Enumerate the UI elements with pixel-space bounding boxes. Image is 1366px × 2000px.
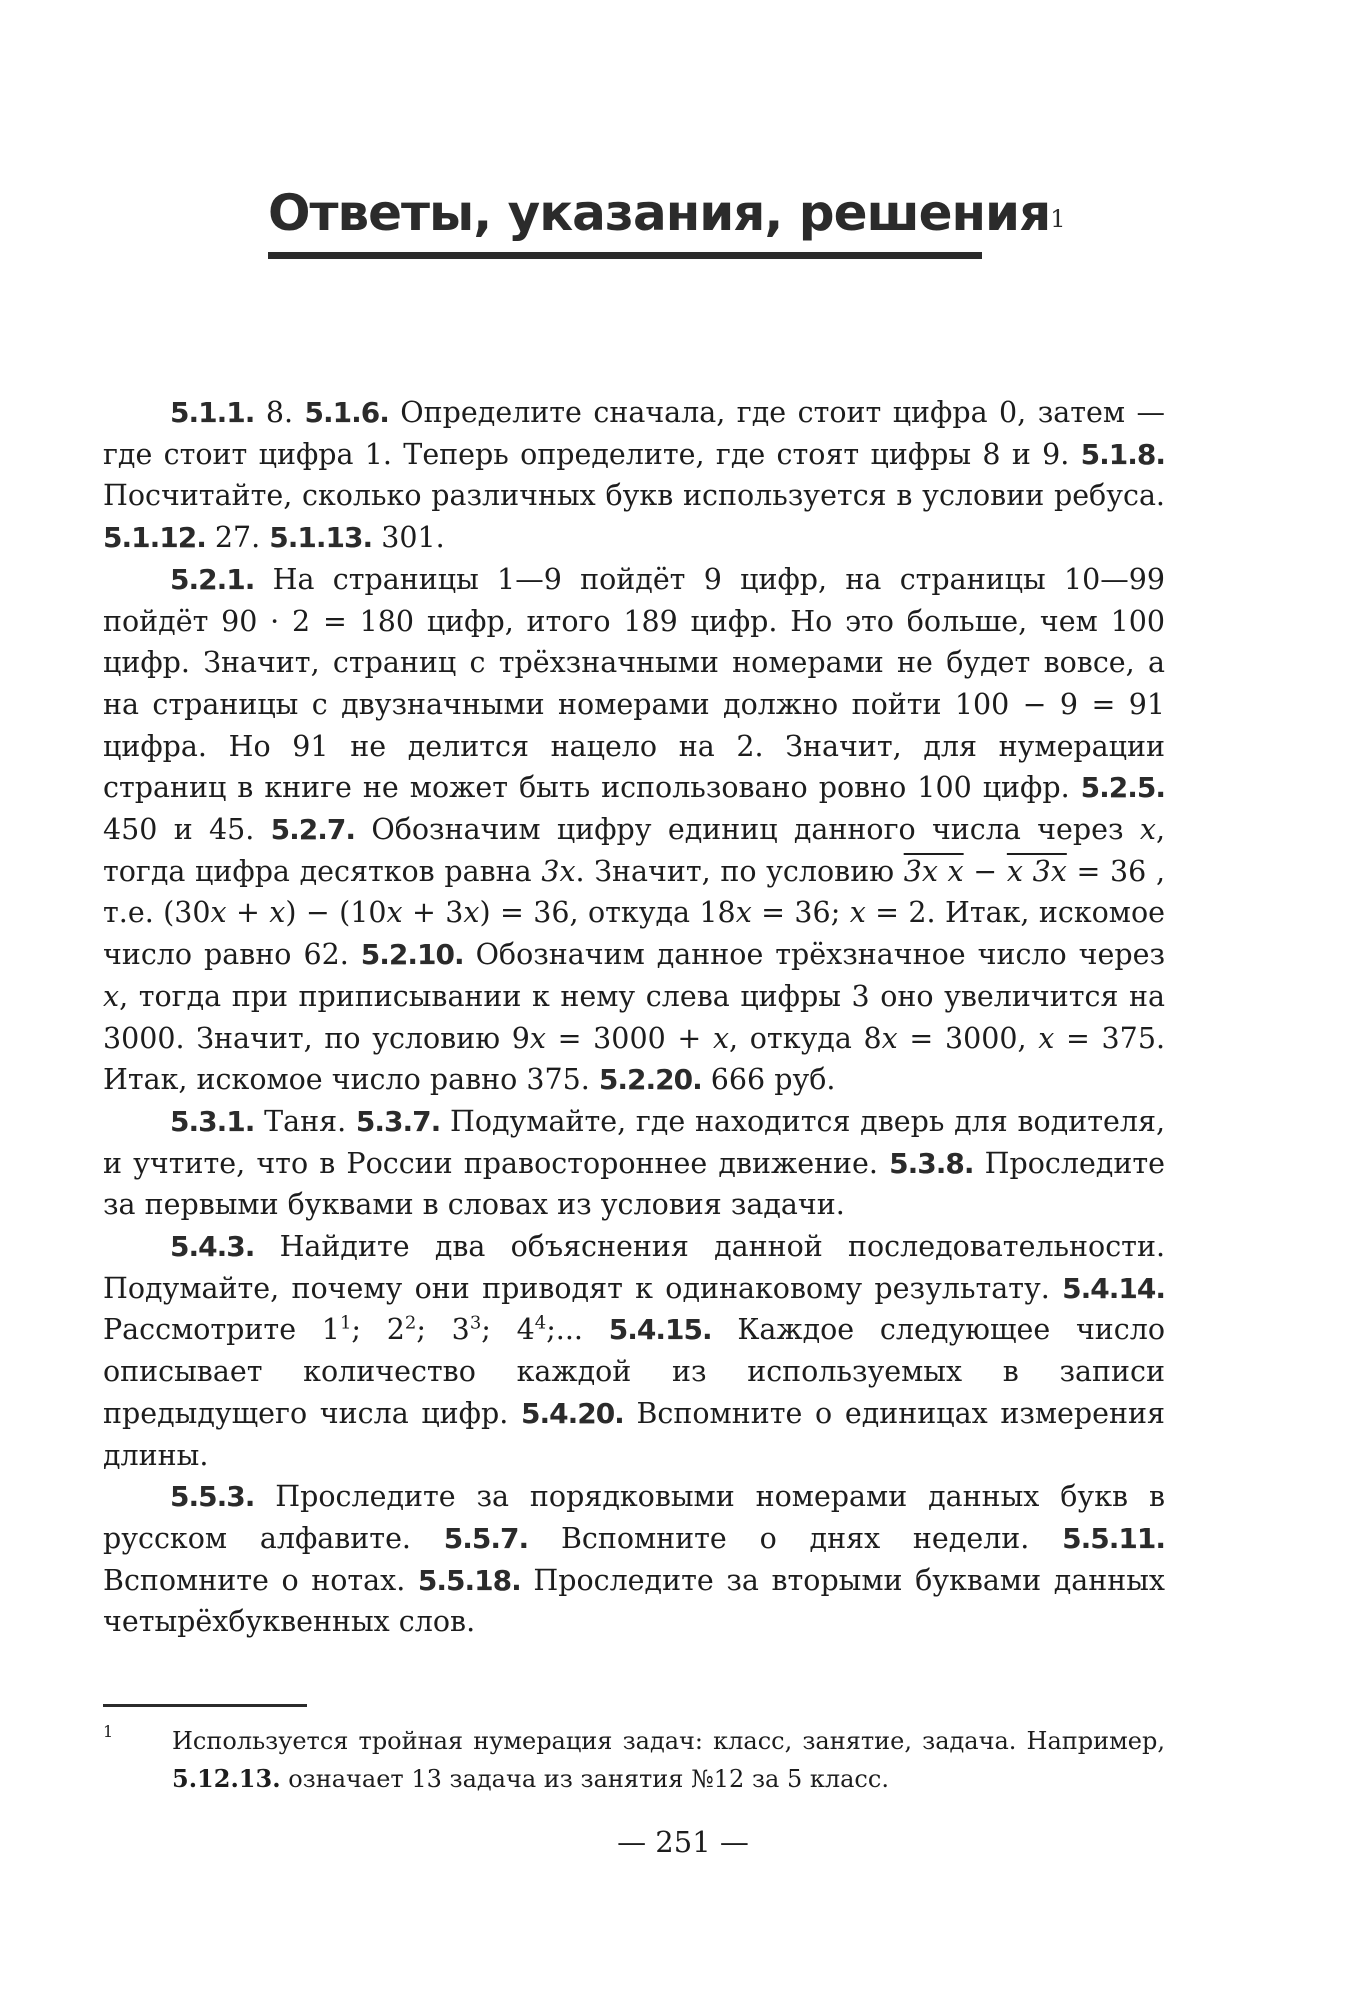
- answer-text: = 375. Итак, искомое число равно 375.: [103, 1021, 1166, 1097]
- answer-text: На страницы 1—9 пойдёт 9 цифр, на страницы 10—99 пойдёт 90 · 2 = 180 цифр, итого 189 цифр. Но это больше, чем 100 цифр. Значит, страниц с трёхзначными номерами не будет вовсе, а на страницы с двузначными номерами должно пойти 100 − 9 = 91 цифра. Но 91 не делится нацело на 2. Значит, для нумерации страниц в книге не может быть использовано ровно 100 цифр.: [103, 562, 1165, 805]
- problem-number: 5.1.1.: [170, 396, 255, 429]
- answers-text: [103, 392, 1165, 1643]
- answer-text: Посчитайте, сколько различных букв используется в условии ребуса.: [103, 479, 1165, 513]
- problem-number: 5.2.20.: [598, 1063, 702, 1097]
- math-var: x: [103, 979, 120, 1013]
- math-var: x: [1139, 813, 1156, 847]
- exponent: 3: [469, 1312, 482, 1334]
- answer-text: 27.: [205, 521, 270, 555]
- problem-number: 5.1.6.: [304, 396, 389, 429]
- problem-number: 5.5.11.: [1062, 1521, 1165, 1555]
- answer-text: ) = 36, откуда 18: [479, 896, 736, 930]
- problem-number: 5.5.18.: [417, 1563, 521, 1597]
- answer-text: ; 4: [481, 1313, 535, 1347]
- footnote-text: Используется тройная нумерация задач: класс, занятие, задача. Например, 5.12.13. означает 13 задача из занятия №12 за 5 класс.: [172, 1727, 1165, 1793]
- paragraph-5-2: [103, 559, 1165, 1101]
- answer-text: Определите сначала, где стоит цифра 0, затем — где стоит цифра 1. Теперь определите, где стоят цифры 8 и 9.: [103, 396, 1166, 471]
- math-var: x: [881, 1021, 898, 1055]
- problem-number: 5.4.14.: [1062, 1271, 1165, 1305]
- answer-text: . Значит, по условию: [575, 854, 904, 888]
- answer-text: Вспомните о нотах.: [103, 1563, 418, 1597]
- problem-number: 5.4.20.: [520, 1396, 624, 1430]
- answer-text: 450 и 45.: [103, 813, 271, 847]
- answer-text: −: [963, 854, 1007, 888]
- problem-number: 5.3.8.: [889, 1146, 974, 1180]
- problem-number: 5.3.1.: [170, 1104, 255, 1138]
- answer-text: , тогда цифра десятков равна: [103, 813, 1165, 888]
- problem-number: 5.3.7.: [355, 1104, 441, 1138]
- answer-text: Вспомните о днях недели.: [528, 1521, 1063, 1555]
- math-expr: 3x: [541, 854, 576, 888]
- exponent: 4: [534, 1312, 547, 1334]
- paragraph-5-1: [103, 392, 1165, 559]
- problem-number: 5.5.7.: [443, 1521, 529, 1555]
- title-footnote-ref: 1: [1050, 205, 1066, 233]
- paragraph-5-4: [103, 1226, 1165, 1476]
- answer-text: Рассмотрите 1: [103, 1313, 340, 1347]
- math-overline-number: 3x x: [903, 854, 964, 888]
- math-var: x: [386, 896, 403, 930]
- problem-number: 5.4.15.: [608, 1313, 712, 1347]
- answer-text: Проследите за вторыми буквами данных четырёхбуквенных слов.: [103, 1563, 1165, 1639]
- math-var: x: [849, 896, 866, 930]
- answer-text: , откуда 8: [729, 1021, 882, 1055]
- problem-number: 5.1.12.: [103, 521, 206, 555]
- answer-text: Проследите за первыми буквами в словах из условия задачи.: [103, 1146, 1165, 1222]
- footnote-example-number: 5.12.13.: [172, 1764, 281, 1793]
- answer-text: +: [226, 896, 270, 930]
- math-var: x: [210, 896, 227, 930]
- answer-text: 666 руб.: [701, 1063, 836, 1097]
- footnote-mark: 1: [103, 1722, 114, 1741]
- math-var: x: [529, 1021, 546, 1055]
- answer-text: Вспомните о единицах измерения длины.: [103, 1396, 1165, 1472]
- answer-text: ; 3: [416, 1313, 470, 1347]
- page-title-text: Ответы, указания, решения: [268, 184, 1051, 242]
- problem-number: 5.1.13.: [269, 521, 373, 555]
- answer-text: ) − (10: [285, 896, 387, 930]
- answer-text: Проследите за порядковыми номерами данных букв в русском алфавите.: [103, 1480, 1165, 1555]
- answer-text: 301.: [372, 521, 445, 555]
- answer-text: 8.: [254, 396, 305, 429]
- page-title: [268, 178, 1066, 248]
- footnote-separator: [103, 1704, 307, 1707]
- answer-text: , тогда при приписывании к нему слева цифры 3 оно увеличится на 3000. Значит, по условию 9: [103, 979, 1165, 1055]
- paragraph-5-5: [103, 1476, 1165, 1643]
- math-var: x: [1038, 1021, 1055, 1055]
- answer-text: Найдите два объяснения данной последовательности. Подумайте, почему они приводят к одинаковому результату.: [103, 1230, 1165, 1305]
- answer-text: = 3000,: [897, 1021, 1039, 1055]
- problem-number: 5.1.8.: [1080, 437, 1165, 471]
- problem-number: 5.5.3.: [170, 1480, 255, 1514]
- answer-text: Таня.: [254, 1104, 356, 1138]
- answer-text: Обозначим данное трёхзначное число через: [463, 938, 1166, 972]
- title-underline: [268, 252, 982, 259]
- answer-text: = 2. Итак, искомое число равно 62.: [103, 896, 1165, 972]
- answer-text: + 3: [402, 896, 464, 930]
- problem-number: 5.2.5.: [1080, 771, 1165, 805]
- answer-text: Каждое следующее число описывает количество каждой из используемых в записи предыдущего числа цифр.: [103, 1313, 1166, 1430]
- answer-text: = 3000 +: [545, 1021, 713, 1055]
- problem-number: 5.2.7.: [270, 813, 356, 847]
- math-var: x: [735, 896, 752, 930]
- page-number: — 251 —: [617, 1825, 749, 1859]
- problem-number: 5.2.1.: [170, 562, 255, 596]
- problem-number: 5.2.10.: [360, 938, 464, 972]
- problem-number: 5.4.3.: [170, 1230, 255, 1264]
- answer-text: = 36;: [751, 896, 850, 930]
- paragraph-5-3: [103, 1101, 1165, 1226]
- footnote: [103, 1722, 1165, 1798]
- math-overline-number: x 3x: [1006, 854, 1067, 888]
- answer-text: Подумайте, где находится дверь для водителя, и учтите, что в России правостороннее движение.: [103, 1104, 1166, 1180]
- answer-text: ;...: [546, 1313, 609, 1347]
- math-var: x: [463, 896, 480, 930]
- exponent: 2: [404, 1312, 417, 1334]
- answer-text: ; 2: [351, 1313, 405, 1347]
- math-var: x: [269, 896, 286, 930]
- answer-text: Обозначим цифру единиц данного числа через: [355, 813, 1140, 847]
- math-var: x: [712, 1021, 730, 1055]
- answer-text: = 36 , т.е. (30: [103, 854, 1166, 930]
- exponent: 1: [339, 1312, 352, 1334]
